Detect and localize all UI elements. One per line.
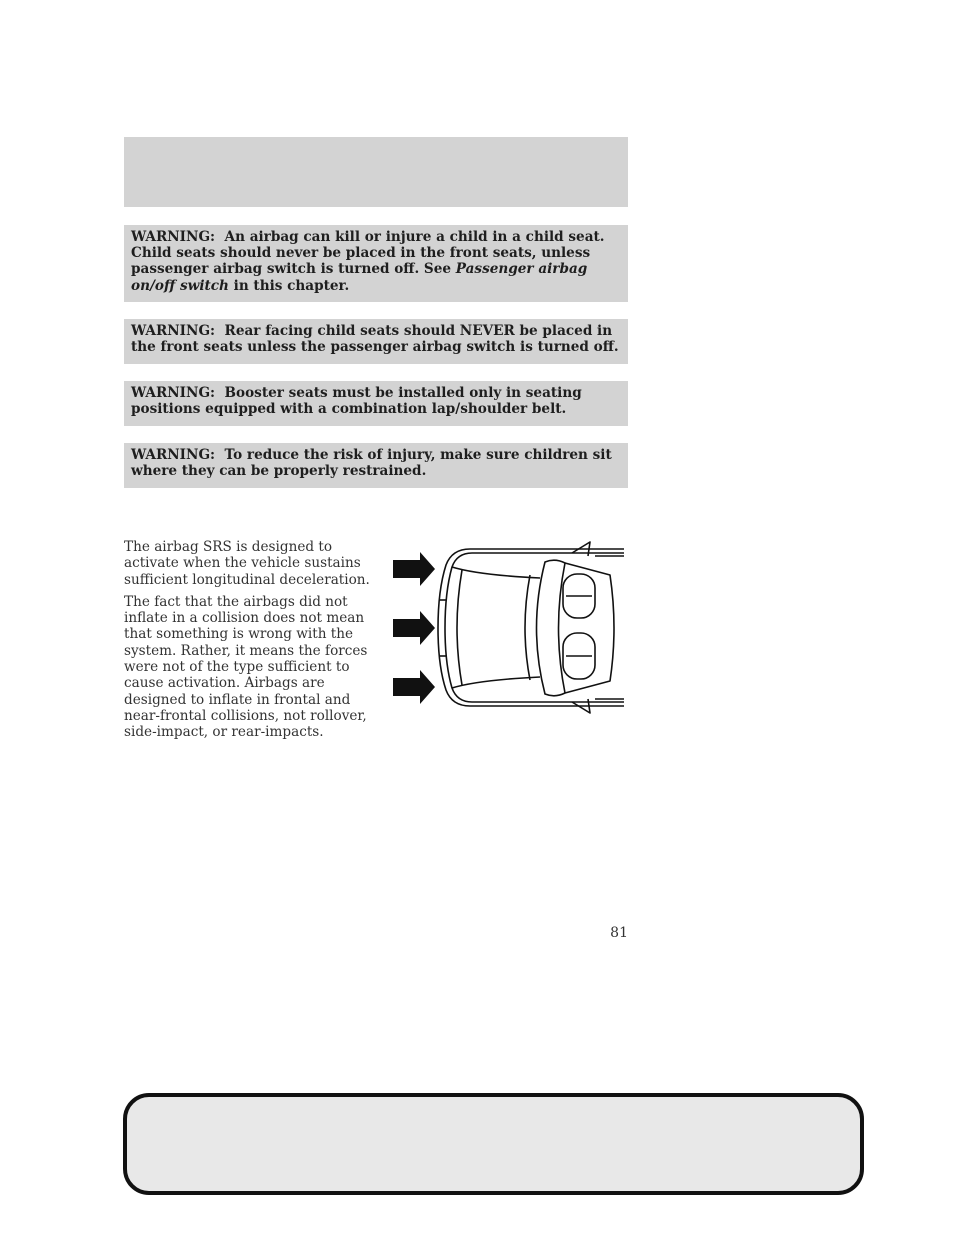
section-header-bar bbox=[124, 137, 628, 207]
arrow-right-icon bbox=[393, 670, 435, 704]
warning-text-end: in this chapter. bbox=[228, 277, 350, 294]
warning-label: WARNING: bbox=[131, 385, 225, 401]
warning-box-booster-seats bbox=[124, 381, 628, 426]
warning-text: Rear facing child seats should NEVER be placed in the front seats unless the passenger airbag switch is turned off. bbox=[131, 323, 619, 356]
car-top-view-icon bbox=[438, 542, 624, 713]
warning-box-restraint bbox=[124, 443, 628, 488]
warning-text: Booster seats must be installed only in seating positions equipped with a combination lap/shoulder belt. bbox=[131, 385, 582, 418]
warning-text: To reduce the risk of injury, make sure children sit where they can be properly restrained. bbox=[131, 447, 612, 480]
cross-reference-link-text: Passenger airbag on/off switch bbox=[131, 261, 588, 294]
warning-box-child-seat bbox=[124, 225, 628, 302]
page-number: 81 bbox=[610, 925, 628, 941]
arrow-right-icon bbox=[393, 552, 435, 586]
paragraph-activation: The airbag SRS is designed to activate when the vehicle sustains sufficient longitudinal deceleration. bbox=[124, 539, 370, 588]
warning-label: WARNING: bbox=[131, 323, 225, 339]
paragraph-no-inflation: The fact that the airbags did not inflate in a collision does not mean that something is wrong with the system. Rather, it means the forces were not of the type sufficient to cause activation. Airbags are designed to inflate in frontal and near-frontal collisions, not rollover, side-impact, or rear-impacts. bbox=[124, 593, 368, 741]
warning-box-rear-facing bbox=[124, 319, 628, 364]
warning-text: An airbag can kill or injure a child in a child seat. Child seats should never be placed in the front seats, unless passenger airbag switch is turned off. See bbox=[131, 229, 605, 278]
warning-label: WARNING: bbox=[131, 447, 225, 463]
airbag-description bbox=[124, 539, 374, 747]
frontal-impact-illustration bbox=[388, 540, 624, 716]
footer-panel bbox=[123, 1093, 864, 1195]
warning-label: WARNING: bbox=[131, 229, 225, 245]
arrow-right-icon bbox=[393, 611, 435, 645]
